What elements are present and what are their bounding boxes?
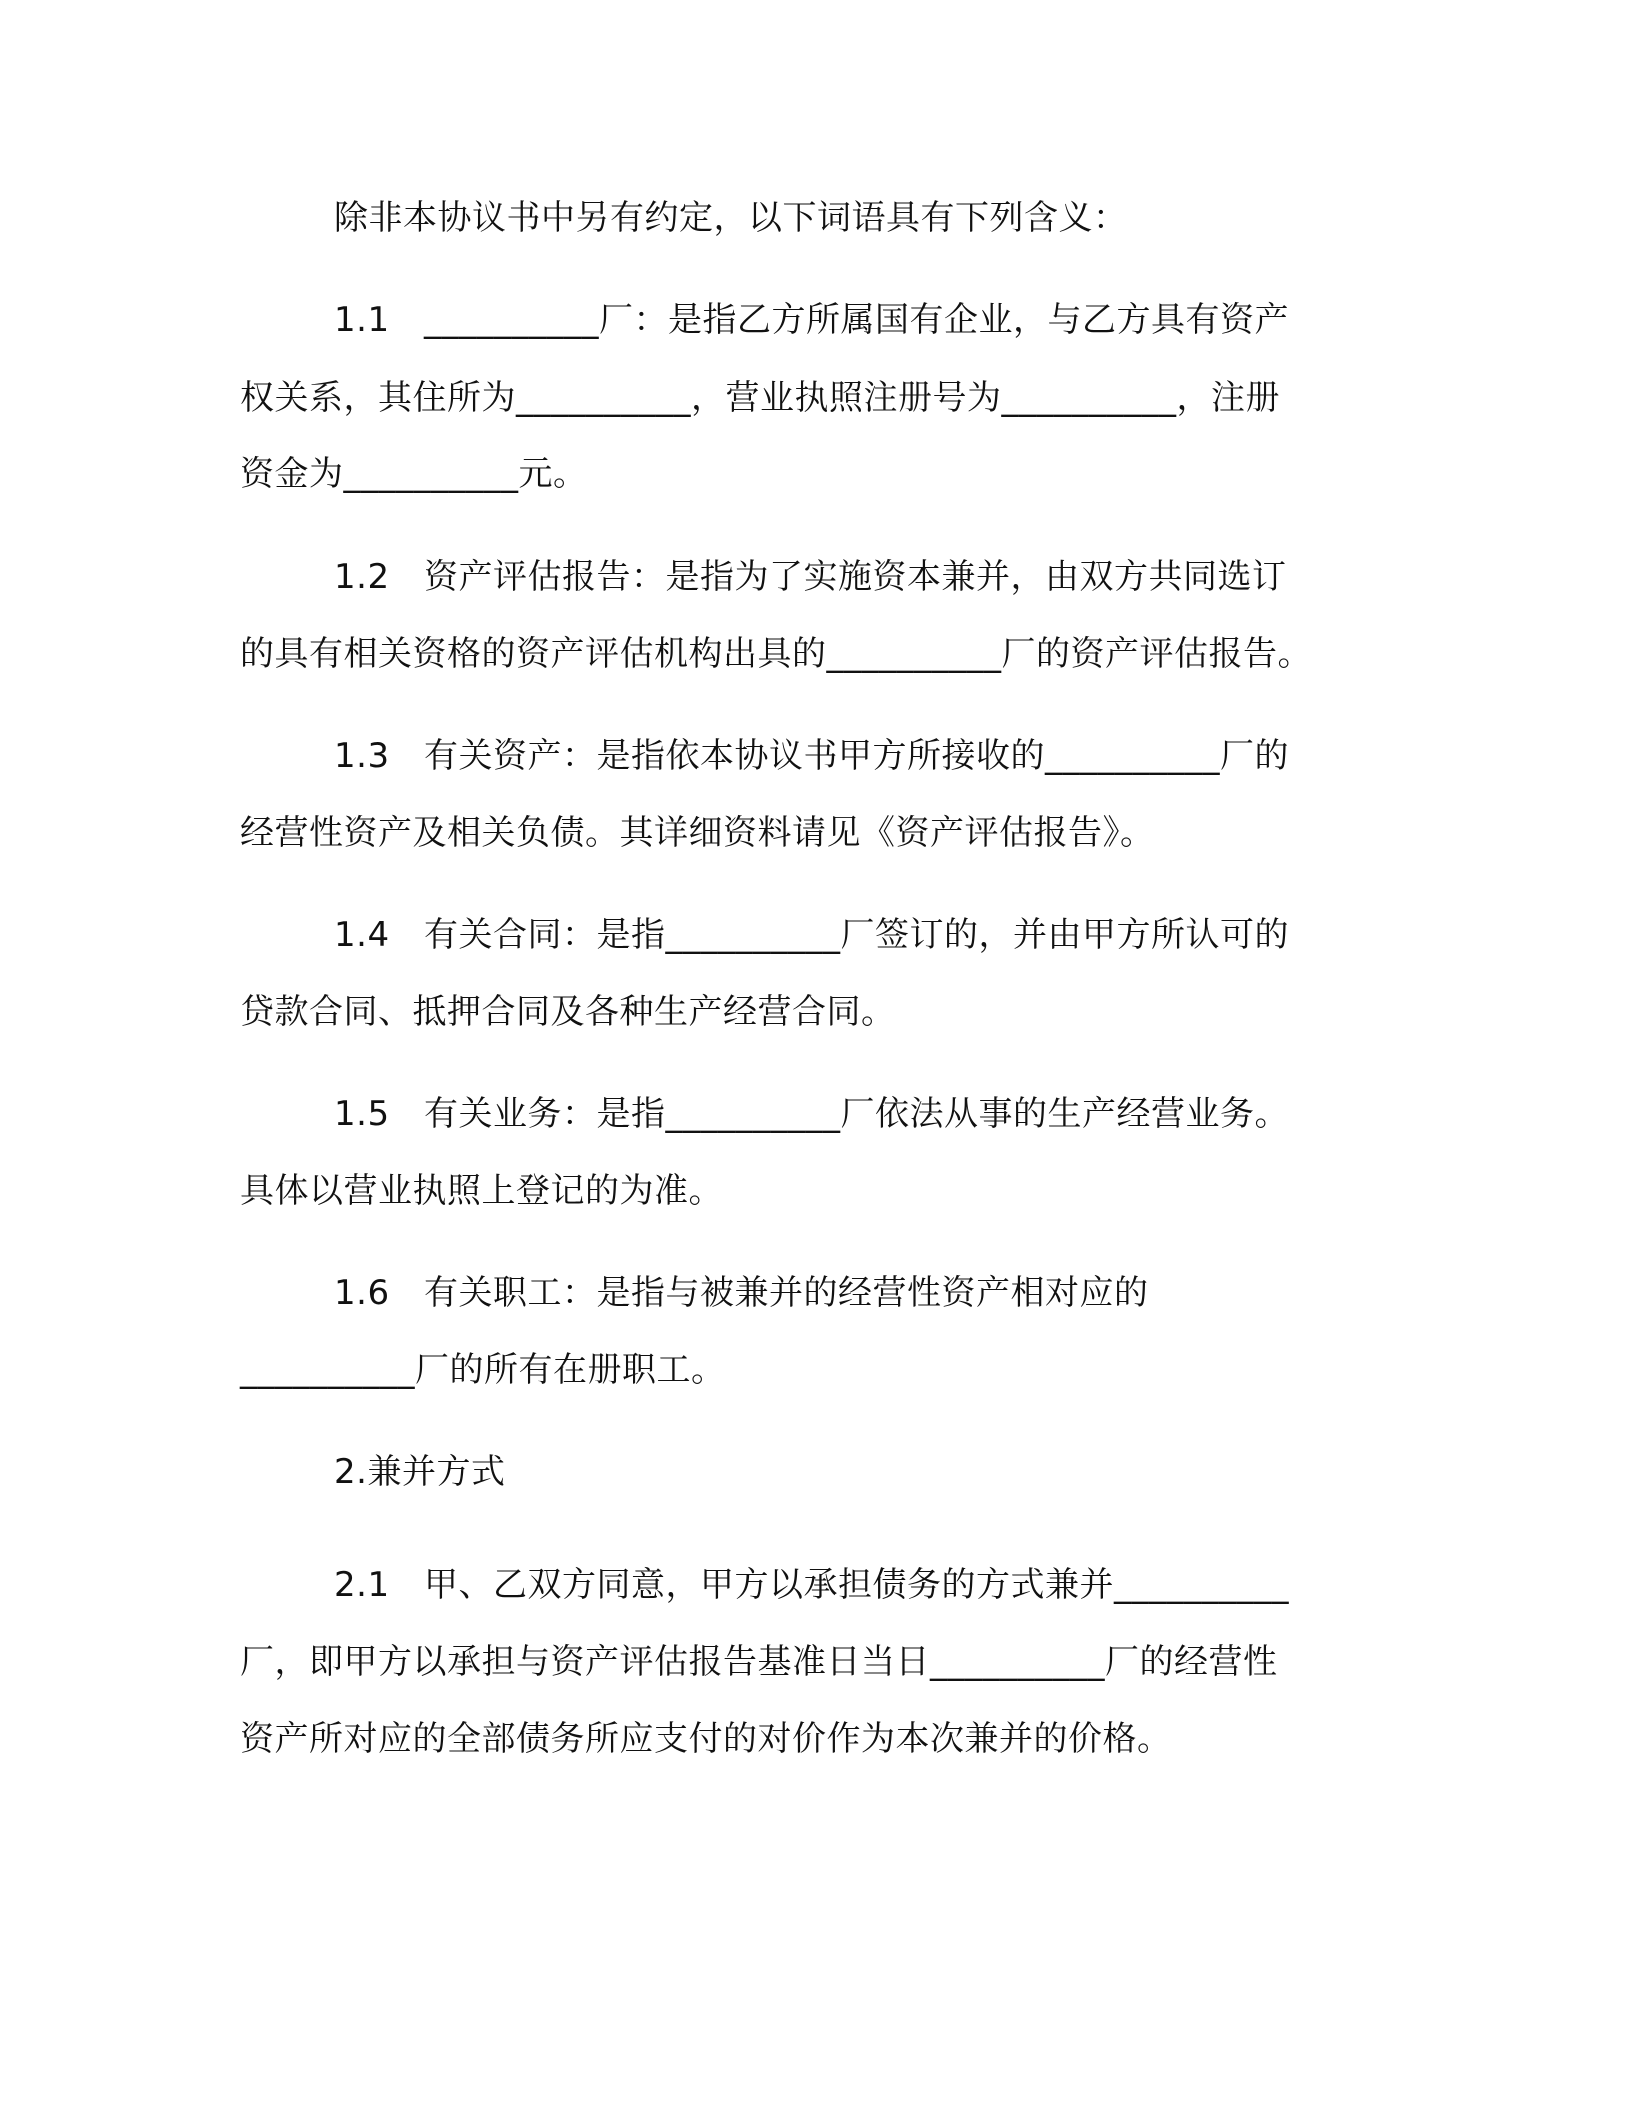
clause-1-1-line-1: [334, 298, 1289, 342]
section-2-heading: 2.兼并方式: [334, 1452, 506, 1492]
clause-1-4-line-1: [334, 913, 1289, 957]
clause-1-6-line-1: [334, 1271, 1149, 1315]
clause-number: 1.6: [334, 1273, 390, 1313]
clause-number: 1.4: [334, 915, 390, 955]
clause-1-5-line-2: 具体以营业执照上登记的为准。: [240, 1171, 723, 1211]
clause-text: 有关合同：是指__________厂签订的，并由甲方所认可的: [424, 915, 1289, 955]
clause-1-1-line-3: 资金为__________元。: [240, 454, 588, 494]
clause-1-1-line-2: 权关系，其住所为__________，营业执照注册号为__________，注册: [240, 378, 1280, 418]
clause-1-6-line-2: __________厂的所有在册职工。: [240, 1350, 726, 1390]
clause-text: 甲、乙双方同意，甲方以承担债务的方式兼并__________: [424, 1565, 1289, 1605]
clause-1-5-line-1: [334, 1092, 1289, 1136]
clause-2-1-line-3: 资产所对应的全部债务所应支付的对价作为本次兼并的价格。: [240, 1719, 1172, 1759]
clause-number: 1.5: [334, 1094, 390, 1134]
clause-1-3-line-1: [334, 734, 1289, 778]
clause-text: 有关业务：是指__________厂依法从事的生产经营业务。: [424, 1094, 1289, 1134]
clause-text: __________厂：是指乙方所属国有企业，与乙方具有资产: [424, 300, 1289, 340]
clause-1-3-line-2: 经营性资产及相关负债。其详细资料请见《资产评估报告》。: [240, 813, 1155, 853]
clause-1-2-line-1: [334, 555, 1287, 599]
clause-text: 有关资产：是指依本协议书甲方所接收的__________厂的: [424, 736, 1289, 776]
clause-number: 2.1: [334, 1565, 390, 1605]
intro-paragraph: 除非本协议书中另有约定，以下词语具有下列含义：: [334, 198, 1128, 238]
clause-number: 1.2: [334, 557, 390, 597]
clause-2-1-line-1: [334, 1563, 1289, 1607]
clause-1-2-line-2: 的具有相关资格的资产评估机构出具的__________厂的资产评估报告。: [240, 634, 1312, 674]
clause-number: 1.1: [334, 300, 390, 340]
clause-text: 有关职工：是指与被兼并的经营性资产相对应的: [424, 1273, 1149, 1313]
clause-2-1-line-2: 厂，即甲方以承担与资产评估报告基准日当日__________厂的经营性: [240, 1642, 1278, 1682]
clause-1-4-line-2: 贷款合同、抵押合同及各种生产经营合同。: [240, 992, 896, 1032]
clause-number: 1.3: [334, 736, 390, 776]
clause-text: 资产评估报告：是指为了实施资本兼并，由双方共同选订: [424, 557, 1287, 597]
